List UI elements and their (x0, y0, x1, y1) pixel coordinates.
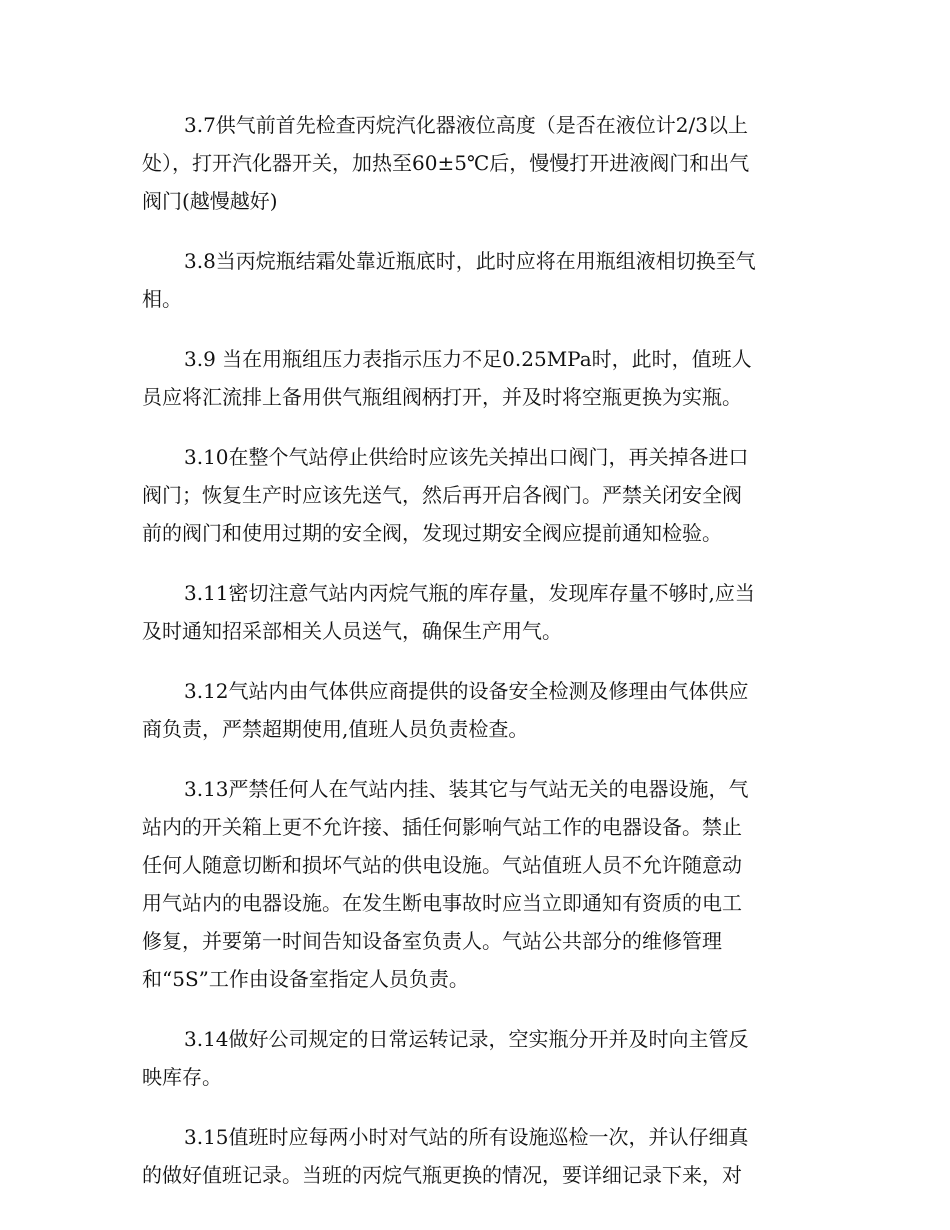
text-line: 任何人随意切断和损坏气站的供电设施。气站值班人员不允许随意动 (142, 853, 742, 877)
text-line: 前的阀门和使用过期的安全阀，发现过期安全阀应提前通知检验。 (142, 521, 722, 545)
text-line: 用气站内的电器设施。在发生断电事故时应当立即通知有资质的电工 (142, 891, 742, 915)
text-line: 员应将汇流排上备用供气瓶组阀柄打开，并及时将空瓶更换为实瓶。 (142, 385, 742, 409)
text-line: 3.12气站内由气体供应商提供的设备安全检测及修理由气体供应 (184, 679, 749, 703)
text-line: 处），打开汽化器开关，加热至60±5℃后，慢慢打开进液阀门和出气 (142, 151, 750, 175)
text-line: 3.15值班时应每两小时对气站的所有设施巡检一次，并认仔细真 (184, 1125, 749, 1149)
text-line: 的做好值班记录。当班的丙烷气瓶更换的情况，要详细记录下来，对 (142, 1163, 742, 1187)
text-line: 3.11密切注意气站内丙烷气瓶的库存量，发现库存量不够时,应当 (184, 581, 755, 605)
text-line: 3.9 当在用瓶组压力表指示压力不足0.25MPa时，此时，值班人 (184, 347, 752, 371)
paragraph-3-10 (142, 438, 814, 552)
text-line: 相。 (142, 287, 182, 311)
text-line: 商负责，严禁超期使用,值班人员负责检查。 (142, 717, 529, 741)
paragraph-3-9 (142, 340, 814, 416)
text-line: 3.13严禁任何人在气站内挂、装其它与气站无关的电器设施，气 (184, 777, 749, 801)
paragraph-3-15 (142, 1118, 814, 1194)
text-line: 和“5S”工作由设备室指定人员负责。 (142, 967, 469, 991)
text-line: 修复，并要第一时间告知设备室负责人。气站公共部分的维修管理 (142, 929, 722, 953)
text-line: 映库存。 (142, 1065, 222, 1089)
text-line: 及时通知招采部相关人员送气，确保生产用气。 (142, 619, 562, 643)
document-body (142, 106, 814, 1216)
paragraph-3-11 (142, 574, 814, 650)
text-line: 阀门(越慢越好) (142, 189, 278, 213)
paragraph-3-8 (142, 242, 814, 318)
paragraph-3-14 (142, 1020, 814, 1096)
paragraph-3-13 (142, 770, 814, 998)
text-line: 站内的开关箱上更不允许接、插任何影响气站工作的电器设备。禁止 (142, 815, 742, 839)
text-line: 3.10在整个气站停止供给时应该先关掉出口阀门，再关掉各进口 (184, 445, 749, 469)
text-line: 3.8当丙烷瓶结霜处靠近瓶底时，此时应将在用瓶组液相切换至气 (184, 249, 756, 273)
text-line: 3.14做好公司规定的日常运转记录，空实瓶分开并及时向主管反 (184, 1027, 749, 1051)
text-line: 阀门；恢复生产时应该先送气，然后再开启各阀门。严禁关闭安全阀 (142, 483, 742, 507)
text-line: 3.7供气前首先检查丙烷汽化器液位高度（是否在液位计2/3以上 (184, 113, 748, 137)
paragraph-3-12 (142, 672, 814, 748)
paragraph-3-7 (142, 106, 814, 220)
